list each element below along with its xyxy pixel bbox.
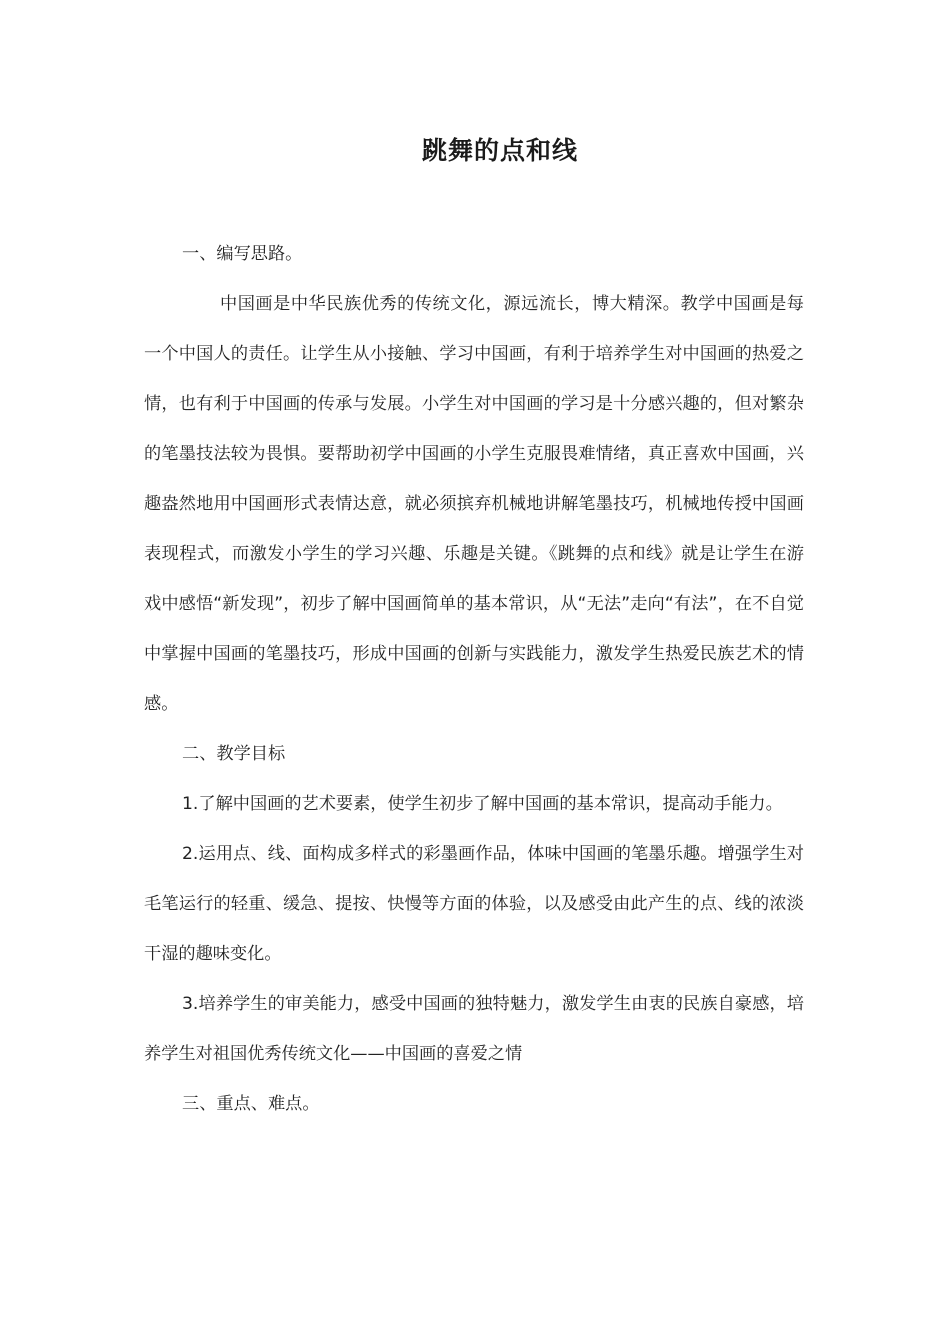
goal-item-3: 3.培养学生的审美能力，感受中国画的独特魅力，激发学生由衷的民族自豪感，培养学生对祖国优秀传统文化——中国画的喜爱之情: [144, 994, 804, 1064]
section-heading-approach: 一、编写思路。: [182, 244, 303, 264]
goal-item-1: 1.了解中国画的艺术要素，使学生初步了解中国画的基本常识，提高动手能力。: [182, 794, 783, 814]
section-heading-goals: 二、教学目标: [182, 744, 286, 764]
goal-item-2: 2.运用点、线、面构成多样式的彩墨画作品，体味中国画的笔墨乐趣。增强学生对毛笔运行的轻重、缓急、提按、快慢等方面的体验，以及感受由此产生的点、线的浓淡干湿的趣味变化。: [144, 844, 804, 964]
paragraph-approach: 中国画是中华民族优秀的传统文化，源远流长，博大精深。教学中国画是每一个中国人的责任。让学生从小接触、学习中国画，有利于培养学生对中国画的热爱之情，也有利于中国画的传承与发展。小学生对中国画的学习是十分感兴趣的，但对繁杂的笔墨技法较为畏惧。要帮助初学中国画的小学生克服畏难情绪，真正喜欢中国画，兴趣盎然地用中国画形式表情达意，就必须摈弃机械地讲解笔墨技巧，机械地传授中国画表现程式，而激发小学生的学习兴趣、乐趣是关键。《跳舞的点和线》就是让学生在游戏中感悟“新发现”，初步了解中国画简单的基本常识，从“无法”走向“有法”，在不自觉中掌握中国画的笔墨技巧，形成中国画的创新与实践能力，激发学生热爱民族艺术的情感。: [144, 294, 804, 714]
document-title: 跳舞的点和线: [421, 136, 578, 165]
section-heading-key-points: 三、重点、难点。: [182, 1094, 320, 1114]
document-body: [144, 229, 804, 1129]
